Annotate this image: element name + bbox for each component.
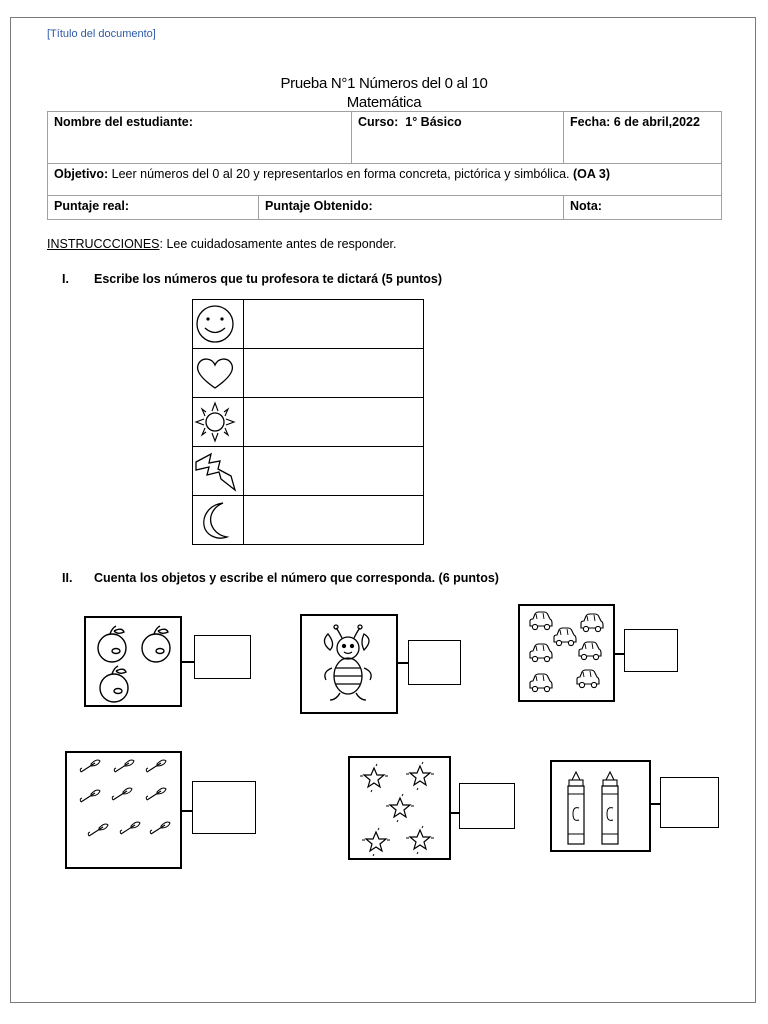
star-icon	[406, 762, 434, 790]
crayon-icon	[568, 772, 584, 844]
apple-icon	[142, 626, 170, 662]
symbol-cell	[193, 496, 244, 545]
count-box-apples	[84, 616, 182, 707]
symbol-cell	[193, 300, 244, 349]
answer-cell[interactable]	[244, 349, 424, 398]
answer-box[interactable]	[624, 629, 678, 672]
bee-icon	[324, 625, 371, 700]
feather-icon	[80, 760, 100, 772]
answer-box[interactable]	[660, 777, 719, 828]
real-score-cell: Puntaje real:	[48, 196, 259, 220]
feather-icon	[150, 822, 170, 834]
obtained-score-cell[interactable]: Puntaje Obtenido:	[259, 196, 564, 220]
symbol-cell	[193, 349, 244, 398]
count-box-feathers	[65, 751, 182, 869]
grade-cell[interactable]: Nota:	[564, 196, 722, 220]
star-icon	[362, 828, 390, 856]
count-box-cars	[518, 604, 615, 702]
document-title-placeholder[interactable]: [Título del documento]	[47, 28, 156, 40]
symbol-cell	[193, 398, 244, 447]
smiley-icon	[193, 304, 237, 344]
crayon-icon	[602, 772, 618, 844]
car-icon	[579, 642, 601, 660]
objective-cell: Objetivo: Leer números del 0 al 20 y representarlos en forma concreta, pictórica y simbólica. (OA 3)	[48, 164, 722, 196]
count-box-crayons	[550, 760, 651, 852]
apple-icon	[98, 626, 126, 662]
answer-cell[interactable]	[244, 398, 424, 447]
feather-icon	[114, 760, 134, 772]
answer-cell[interactable]	[244, 496, 424, 545]
car-icon	[530, 674, 552, 692]
section-2-heading: II. Cuenta los objetos y escribe el número que corresponda. (6 puntos)	[62, 571, 499, 585]
car-icon	[554, 628, 576, 646]
subject-title: Matemática	[346, 94, 422, 111]
answer-box[interactable]	[194, 635, 251, 679]
count-box-bee	[300, 614, 398, 714]
answer-box[interactable]	[192, 781, 256, 834]
answer-cell[interactable]	[244, 447, 424, 496]
apple-icon	[100, 666, 128, 702]
feather-icon	[146, 788, 166, 800]
car-icon	[577, 670, 599, 688]
sun-icon	[193, 401, 237, 443]
car-icon	[530, 644, 552, 662]
answer-box[interactable]	[408, 640, 461, 685]
section-1-heading: I. Escribe los números que tu profesora te dictará (5 puntos)	[62, 272, 442, 286]
feather-icon	[120, 822, 140, 834]
moon-icon	[193, 499, 237, 541]
answer-cell[interactable]	[244, 300, 424, 349]
student-name-cell[interactable]: Nombre del estudiante:	[48, 112, 352, 164]
test-title: Prueba N°1 Números del 0 al 10	[280, 75, 488, 92]
dictation-table	[192, 299, 424, 545]
course-cell: Curso: 1° Básico	[352, 112, 564, 164]
feather-icon	[80, 790, 100, 802]
star-icon	[406, 826, 434, 854]
feather-icon	[112, 788, 132, 800]
heart-icon	[193, 353, 237, 393]
date-cell: Fecha: 6 de abril,2022	[564, 112, 722, 164]
feather-icon	[146, 760, 166, 772]
answer-box[interactable]	[459, 783, 515, 829]
feather-icon	[88, 824, 108, 836]
count-box-stars	[348, 756, 451, 860]
star-icon	[360, 764, 388, 792]
symbol-cell	[193, 447, 244, 496]
student-info-table	[47, 111, 722, 220]
star-icon	[386, 794, 414, 822]
car-icon	[530, 612, 552, 630]
car-icon	[581, 614, 603, 632]
lightning-icon	[193, 450, 239, 492]
instructions: INSTRUCCCIONES: Lee cuidadosamente antes de responder.	[47, 237, 397, 251]
